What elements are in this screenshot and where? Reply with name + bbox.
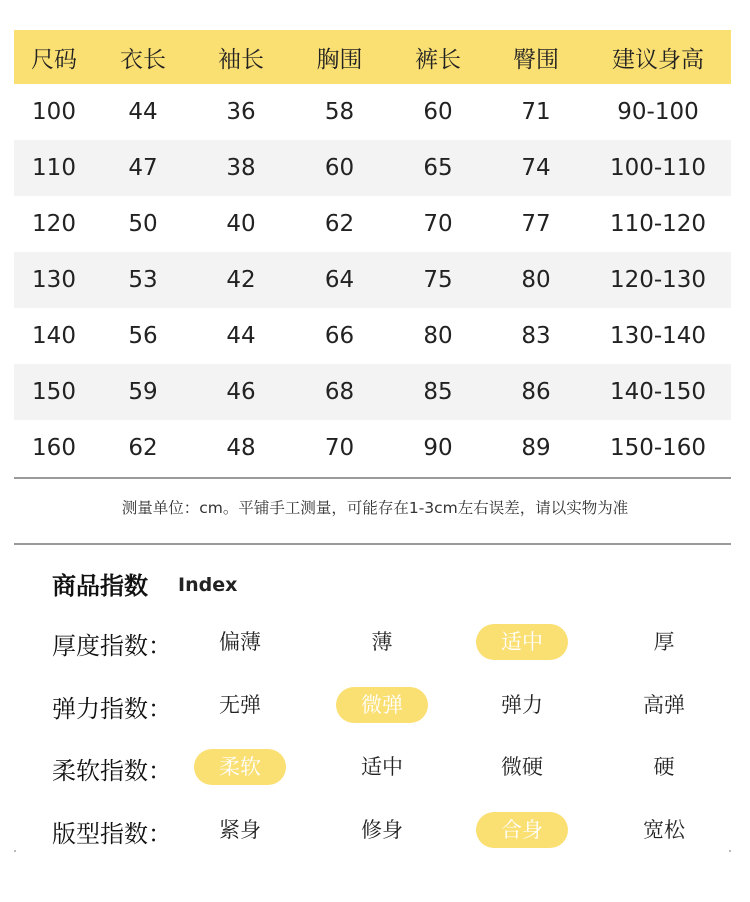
cell-size: 120 <box>32 211 76 237</box>
cell-chest: 66 <box>324 323 355 349</box>
header-height: 建议身高 <box>585 30 731 84</box>
index-option: 无弹 <box>219 693 261 717</box>
cell-size: 100 <box>32 99 76 125</box>
table-row <box>14 308 731 364</box>
index-option-selected: 适中 <box>476 624 568 660</box>
cell-length: 56 <box>128 323 158 349</box>
table-row <box>14 140 731 196</box>
corner-mark-right <box>729 850 731 852</box>
header-length: 衣长 <box>94 30 192 84</box>
cell-chest: 60 <box>290 140 389 196</box>
cell-sleeve: 42 <box>192 252 290 308</box>
size-chart-table <box>14 30 731 476</box>
table-row <box>14 364 731 420</box>
index-option: 硬 <box>653 755 675 779</box>
index-option: 宽松 <box>643 818 685 842</box>
cell-length: 44 <box>128 99 158 125</box>
thickness-index-label: 厚度指数： <box>52 632 172 660</box>
measurement-note: 测量单位：cm。平铺手工测量，可能存在1-3cm左右误差，请以实物为准 <box>121 499 629 517</box>
cell-size: 130 <box>14 252 94 308</box>
size-chart-header-row <box>14 30 731 84</box>
cell-pants-length: 75 <box>389 252 487 308</box>
cell-pants-length: 65 <box>389 140 487 196</box>
cell-chest: 70 <box>324 435 355 461</box>
cell-sleeve: 48 <box>226 435 256 461</box>
index-option: 弹力 <box>501 693 543 717</box>
cell-pants-length: 60 <box>423 99 453 125</box>
cell-sleeve: 36 <box>226 99 256 125</box>
cell-sleeve: 46 <box>192 364 290 420</box>
elasticity-index-row <box>0 685 750 725</box>
cell-hip: 71 <box>521 99 551 125</box>
cell-sleeve: 38 <box>192 140 290 196</box>
fit-index-label: 版型指数： <box>52 820 172 848</box>
thickness-index-row <box>0 622 750 662</box>
index-option: 修身 <box>361 818 403 842</box>
cell-length: 47 <box>94 140 192 196</box>
cell-hip: 86 <box>487 364 585 420</box>
fit-index-row <box>0 810 750 850</box>
cell-sleeve: 40 <box>226 211 256 237</box>
index-option: 厚 <box>653 630 675 654</box>
table-row <box>14 196 731 252</box>
header-hip: 臀围 <box>487 30 585 84</box>
cell-size: 160 <box>32 435 76 461</box>
cell-height: 150-160 <box>609 435 707 461</box>
cell-length: 53 <box>94 252 192 308</box>
index-option-selected: 微弹 <box>336 687 428 723</box>
cell-length: 59 <box>94 364 192 420</box>
corner-mark-left <box>14 850 16 852</box>
section-divider <box>14 543 731 545</box>
cell-hip: 74 <box>487 140 585 196</box>
index-section-subtitle: Index <box>178 574 238 596</box>
index-option: 微硬 <box>501 755 543 779</box>
index-option: 紧身 <box>219 818 261 842</box>
cell-pants-length: 80 <box>423 323 453 349</box>
cell-hip: 77 <box>521 211 551 237</box>
cell-pants-length: 70 <box>423 211 453 237</box>
cell-height: 100-110 <box>585 140 731 196</box>
cell-chest: 64 <box>290 252 389 308</box>
cell-hip: 89 <box>521 435 551 461</box>
cell-pants-length: 90 <box>423 435 453 461</box>
cell-size: 110 <box>14 140 94 196</box>
cell-length: 62 <box>128 435 158 461</box>
cell-chest: 68 <box>290 364 389 420</box>
cell-size: 150 <box>14 364 94 420</box>
cell-length: 50 <box>128 211 158 237</box>
index-option-selected: 柔软 <box>194 749 286 785</box>
cell-height: 120-130 <box>585 252 731 308</box>
table-divider <box>14 477 731 479</box>
header-sleeve: 袖长 <box>192 30 290 84</box>
cell-chest: 62 <box>324 211 355 237</box>
cell-height: 90-100 <box>617 99 699 125</box>
table-row <box>14 84 731 140</box>
cell-size: 140 <box>32 323 76 349</box>
table-row <box>14 420 731 476</box>
cell-pants-length: 85 <box>389 364 487 420</box>
index-option: 薄 <box>371 630 393 654</box>
cell-height: 110-120 <box>609 211 707 237</box>
table-row <box>14 252 731 308</box>
softness-index-row <box>0 747 750 787</box>
softness-index-label: 柔软指数： <box>52 757 172 785</box>
cell-height: 140-150 <box>585 364 731 420</box>
index-option: 适中 <box>361 755 403 779</box>
index-section-title: 商品指数 <box>52 572 148 600</box>
index-option: 偏薄 <box>219 630 261 654</box>
index-option: 高弹 <box>643 693 685 717</box>
cell-chest: 58 <box>324 99 355 125</box>
cell-sleeve: 44 <box>226 323 256 349</box>
cell-hip: 83 <box>521 323 551 349</box>
header-size: 尺码 <box>14 30 94 84</box>
elasticity-index-label: 弹力指数： <box>52 695 172 723</box>
cell-height: 130-140 <box>609 323 707 349</box>
cell-hip: 80 <box>487 252 585 308</box>
header-pants-length: 裤长 <box>389 30 487 84</box>
index-option-selected: 合身 <box>476 812 568 848</box>
header-chest: 胸围 <box>290 30 389 84</box>
